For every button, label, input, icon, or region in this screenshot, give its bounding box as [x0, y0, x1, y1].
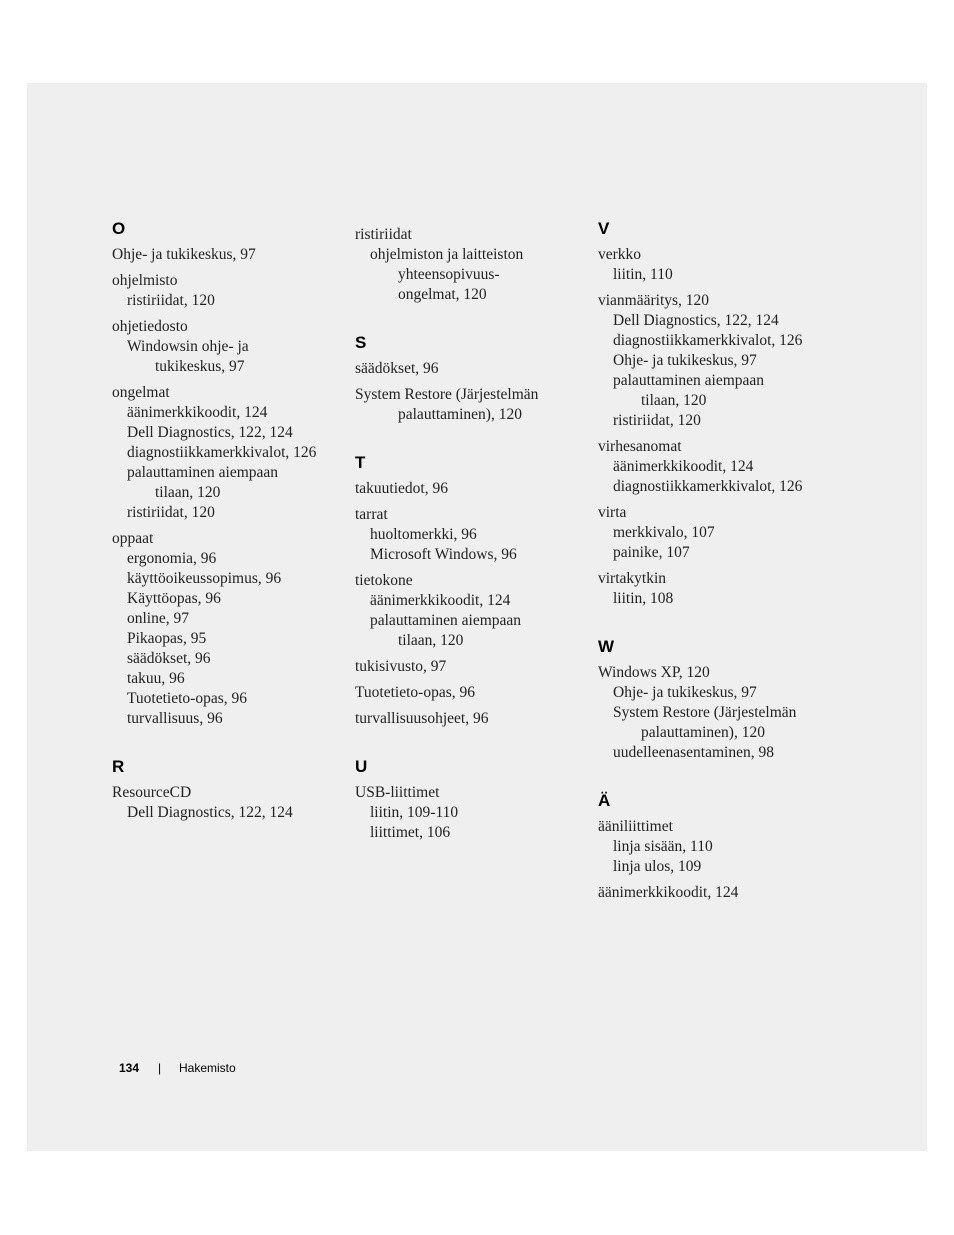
index-subentry: linja sisään, 110 — [613, 838, 713, 855]
index-entry-group — [112, 783, 342, 823]
index-subentry: Ohje- ja tukikeskus, 97 — [613, 684, 757, 701]
index-subentry: äänimerkkikoodit, 124 — [613, 458, 754, 475]
index-entry-continuation: palauttaminen), 120 — [641, 724, 765, 741]
index-subentry: diagnostiikkamerkkivalot, 126 — [127, 444, 317, 461]
index-entry-group — [598, 245, 828, 285]
index-subentry: palauttaminen aiempaan — [613, 372, 765, 389]
index-subentry: ristiriidat, 120 — [127, 292, 215, 309]
index-subentry: linja ulos, 109 — [613, 858, 702, 875]
index-entry: turvallisuusohjeet, 96 — [355, 710, 489, 727]
index-entry: Windows XP, 120 — [598, 664, 710, 681]
index-subentry: ristiriidat, 120 — [613, 412, 701, 429]
index-subentry: palauttaminen aiempaan — [127, 464, 279, 481]
index-column-2 — [355, 219, 585, 871]
index-entry: Ohje- ja tukikeskus, 97 — [112, 246, 256, 263]
index-entry: ristiriidat — [355, 226, 412, 243]
index-entry-group — [355, 359, 585, 379]
index-entry-group — [112, 317, 342, 377]
index-section — [355, 225, 585, 305]
index-entry-group — [112, 271, 342, 311]
index-subentry: diagnostiikkamerkkivalot, 126 — [613, 478, 803, 495]
index-entry-group — [355, 657, 585, 677]
index-entry: takuutiedot, 96 — [355, 480, 448, 497]
index-subentry: turvallisuus, 96 — [127, 710, 223, 727]
index-subentry: Windowsin ohje- ja — [127, 338, 249, 355]
index-entry-continuation: tilaan, 120 — [641, 392, 707, 409]
index-letter-heading: R — [112, 757, 125, 776]
index-entry-group — [355, 479, 585, 499]
index-entry: oppaat — [112, 530, 154, 547]
index-entry-group — [112, 245, 342, 265]
index-entry: tietokone — [355, 572, 413, 589]
index-subentry: ohjelmiston ja laitteiston — [370, 246, 524, 263]
footer-section-title: Hakemisto — [179, 1061, 236, 1075]
index-entry-group — [355, 505, 585, 565]
index-entry: säädökset, 96 — [355, 360, 439, 377]
index-entry-group — [355, 783, 585, 843]
index-subentry: liittimet, 106 — [370, 824, 451, 841]
index-entry: System Restore (Järjestelmän — [355, 386, 539, 403]
index-subentry: takuu, 96 — [127, 670, 185, 687]
index-entry-group — [112, 529, 342, 729]
index-subentry: liitin, 110 — [613, 266, 673, 283]
index-entry-group — [355, 709, 585, 729]
index-subentry: System Restore (Järjestelmän — [613, 704, 797, 721]
index-entry-group — [598, 663, 828, 763]
index-letter-heading: T — [355, 453, 366, 472]
index-entry: virhesanomat — [598, 438, 682, 455]
index-subentry: Ohje- ja tukikeskus, 97 — [613, 352, 757, 369]
index-subentry: palauttaminen aiempaan — [370, 612, 522, 629]
index-subentry: ristiriidat, 120 — [127, 504, 215, 521]
index-section — [355, 757, 585, 843]
index-entry-group — [355, 571, 585, 651]
index-subentry: Pikaopas, 95 — [127, 630, 207, 647]
index-entry-continuation: ongelmat, 120 — [398, 286, 487, 303]
index-subentry: äänimerkkikoodit, 124 — [127, 404, 268, 421]
index-section — [598, 791, 828, 903]
index-entry-group — [598, 503, 828, 563]
index-letter-heading: Ä — [598, 791, 611, 810]
index-subentry: äänimerkkikoodit, 124 — [370, 592, 511, 609]
footer-separator: | — [158, 1061, 162, 1075]
index-entry-group — [112, 383, 342, 523]
index-letter-heading: S — [355, 333, 367, 352]
index-section — [355, 453, 585, 729]
index-column-3 — [598, 219, 828, 931]
index-entry-group — [355, 385, 585, 425]
index-entry: ongelmat — [112, 384, 170, 401]
index-subentry: Microsoft Windows, 96 — [370, 546, 517, 563]
index-letter-heading: V — [598, 219, 610, 238]
index-entry: virta — [598, 504, 627, 521]
index-entry: ohjetiedosto — [112, 318, 188, 335]
index-subentry: käyttöoikeussopimus, 96 — [127, 570, 282, 587]
index-subentry: huoltomerkki, 96 — [370, 526, 477, 543]
index-letter-heading: W — [598, 637, 615, 656]
index-entry: ääniliittimet — [598, 818, 673, 835]
index-entry: tukisivusto, 97 — [355, 658, 447, 675]
index-section — [598, 219, 828, 609]
index-entry-group — [355, 683, 585, 703]
index-entry-continuation: yhteensopivuus- — [398, 266, 500, 283]
index-entry: tarrat — [355, 506, 388, 523]
index-entry-group — [598, 437, 828, 497]
index-entry-group — [598, 883, 828, 903]
index-subentry: uudelleenasentaminen, 98 — [613, 744, 774, 761]
index-entry-group — [598, 291, 828, 431]
index-column-1 — [112, 219, 342, 851]
index-entry: vianmääritys, 120 — [598, 292, 710, 309]
index-subentry: Dell Diagnostics, 122, 124 — [127, 804, 293, 821]
index-entry: USB-liittimet — [355, 784, 440, 801]
index-section — [355, 333, 585, 425]
index-subentry: Dell Diagnostics, 122, 124 — [613, 312, 779, 329]
index-subentry: ergonomia, 96 — [127, 550, 217, 567]
index-subentry: Käyttöopas, 96 — [127, 590, 221, 607]
index-entry-continuation: tilaan, 120 — [155, 484, 221, 501]
page-number: 134 — [119, 1061, 140, 1075]
index-section — [112, 219, 342, 729]
index-subentry: Dell Diagnostics, 122, 124 — [127, 424, 293, 441]
index-subentry: diagnostiikkamerkkivalot, 126 — [613, 332, 803, 349]
index-entry: ohjelmisto — [112, 272, 178, 289]
index-entry-continuation: tukikeskus, 97 — [155, 358, 245, 375]
index-entry-group — [355, 225, 585, 305]
index-subentry: merkkivalo, 107 — [613, 524, 715, 541]
index-entry: verkko — [598, 246, 642, 263]
index-entry-group — [598, 569, 828, 609]
index-subentry: säädökset, 96 — [127, 650, 211, 667]
index-entry-continuation: palauttaminen), 120 — [398, 406, 522, 423]
index-entry: virtakytkin — [598, 570, 667, 587]
index-entry: ResourceCD — [112, 784, 192, 801]
index-subentry: online, 97 — [127, 610, 189, 627]
index-entry: Tuotetieto-opas, 96 — [355, 684, 475, 701]
index-entry: äänimerkkikoodit, 124 — [598, 884, 739, 901]
index-entry-group — [598, 817, 828, 877]
index-letter-heading: O — [112, 219, 126, 238]
index-entry-continuation: tilaan, 120 — [398, 632, 464, 649]
index-subentry: Tuotetieto-opas, 96 — [127, 690, 247, 707]
index-section — [112, 757, 342, 823]
index-letter-heading: U — [355, 757, 368, 776]
index-page — [27, 83, 927, 1151]
index-subentry: liitin, 109-110 — [370, 804, 459, 821]
index-subentry: liitin, 108 — [613, 590, 674, 607]
index-subentry: painike, 107 — [613, 544, 690, 561]
index-section — [598, 637, 828, 763]
